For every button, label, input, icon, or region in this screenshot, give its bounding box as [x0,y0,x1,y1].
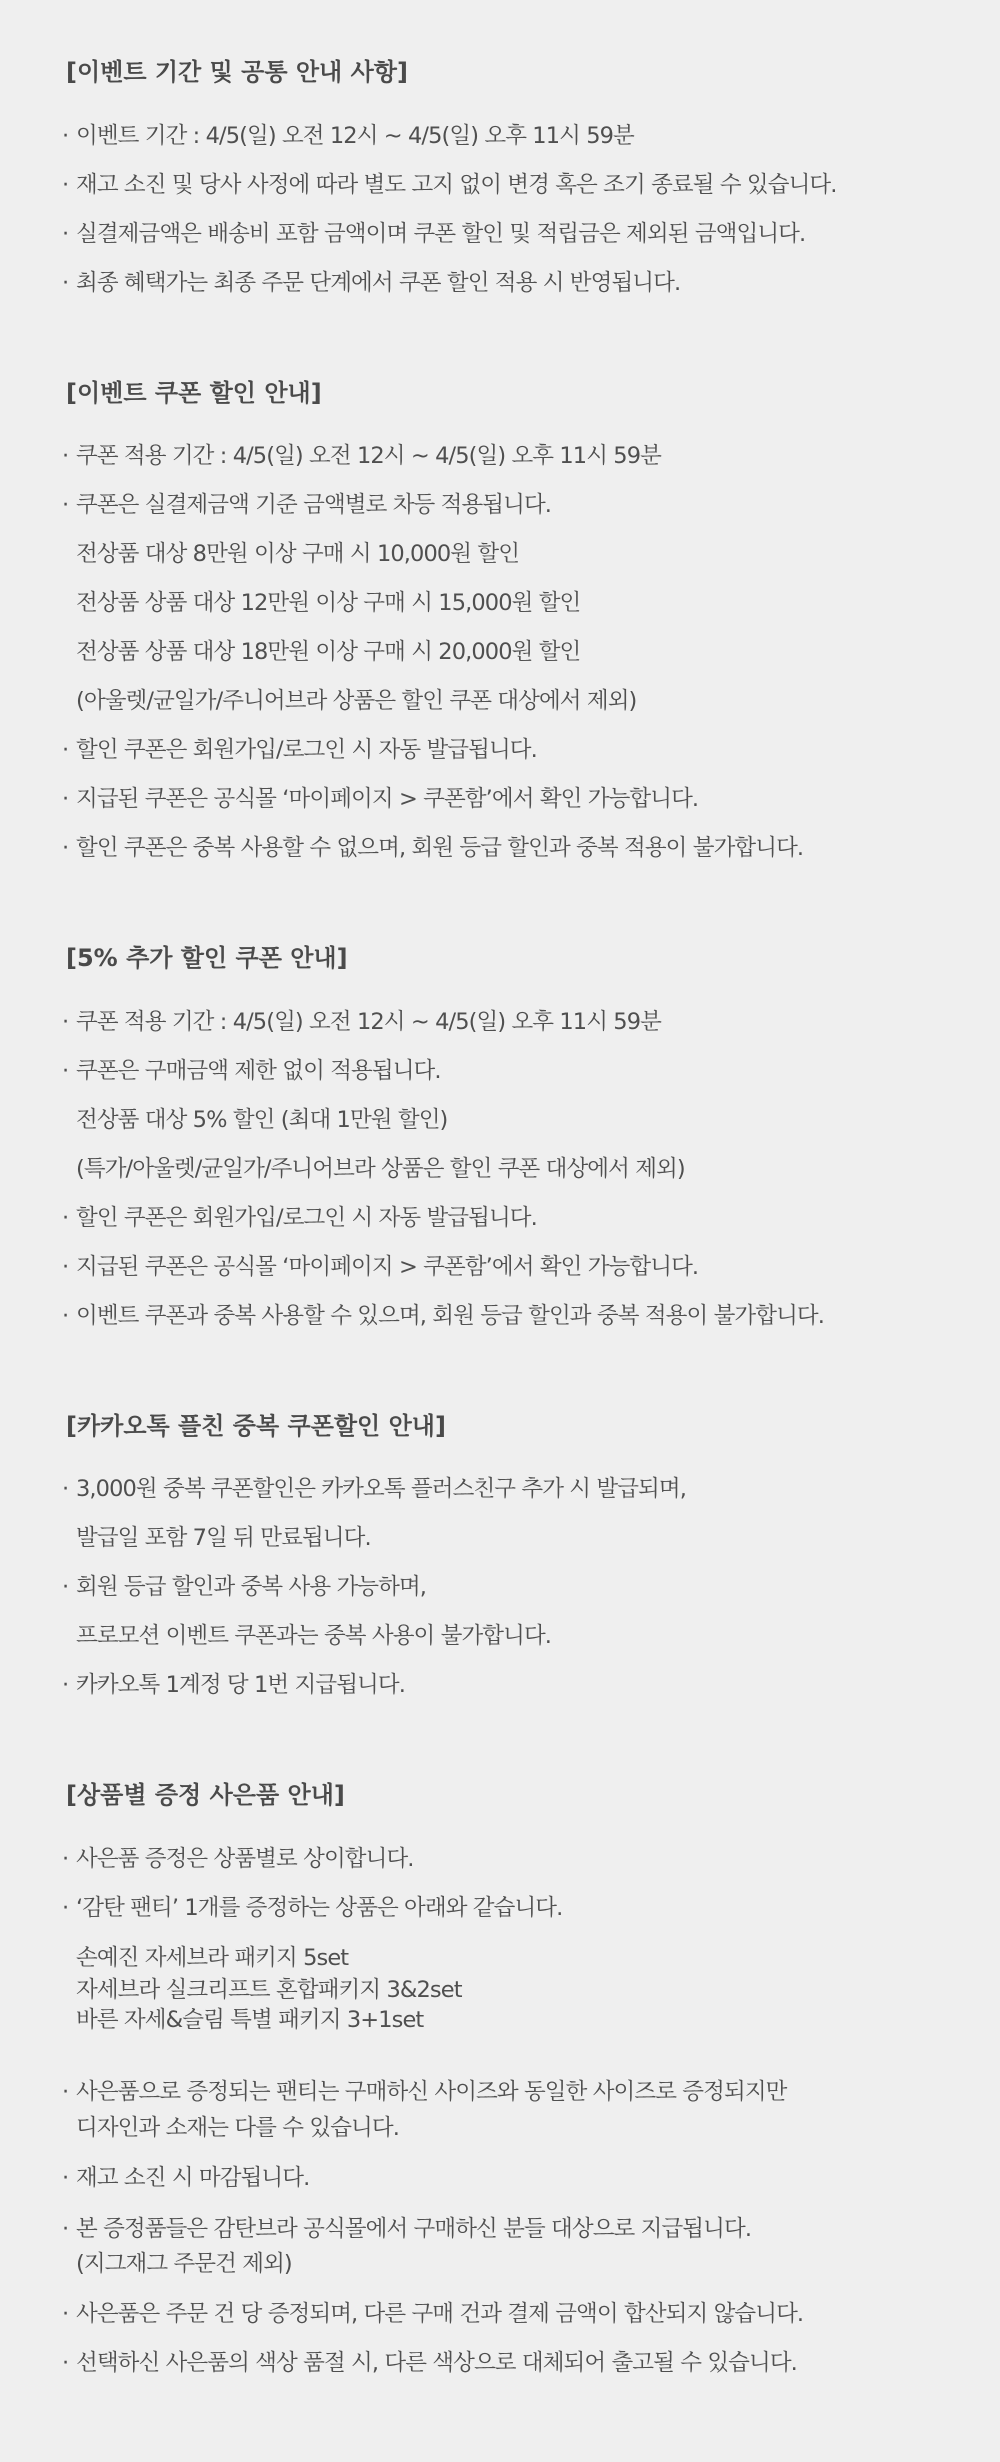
bullet-dot-icon: · [62,835,69,861]
item-text: 손예진 자세브라 패키지 5set [76,1945,349,1971]
item-text: 선택하신 사은품의 색상 품절 시, 다른 색상으로 대체되어 출고될 수 있습니다. [76,2350,797,2376]
bullet-dot-icon: · [62,1254,69,1280]
item-text: 전상품 대상 8만원 이상 구매 시 10,000원 할인 [76,541,520,567]
bullet-dot-icon: · [62,270,69,296]
bullet-dot-icon: · [62,1672,69,1698]
item-text: 지급된 쿠폰은 공식몰 ‘마이페이지 > 쿠폰함’에서 확인 가능합니다. [76,1254,699,1280]
bullet-dot-icon: · [62,172,69,198]
bullet-dot-icon: · [62,221,69,247]
item-text: 카카오톡 1계정 당 1번 지급됩니다. [76,1672,405,1698]
item-text: 전상품 상품 대상 12만원 이상 구매 시 15,000원 할인 [76,590,581,616]
bullet-item [62,1060,441,1083]
bullet-item [62,1478,686,1501]
sub-item [76,543,519,566]
sub-item [76,2009,423,2032]
bullet-dot-icon: · [62,1303,69,1329]
bullet-dot-icon: · [62,1058,69,1084]
bullet-item [62,2218,751,2241]
bullet-item [62,788,698,811]
bullet-dot-icon: · [62,123,69,149]
bullet-dot-icon: · [62,1574,69,1600]
sub-item [76,641,580,664]
item-text: 디자인과 소재는 다를 수 있습니다. [76,2115,399,2141]
sub-item [76,1947,348,1970]
item-text: 사은품으로 증정되는 팬티는 구매하신 사이즈와 동일한 사이즈로 증정되지만 [76,2079,787,2105]
item-text: 사은품 증정은 상품별로 상이합니다. [76,1846,414,1872]
section-title: [5% 추가 할인 쿠폰 안내] [66,944,348,972]
bullet-dot-icon: · [62,2301,69,2327]
bullet-item [62,1674,405,1697]
item-text: 이벤트 쿠폰과 중복 사용할 수 있으며, 회원 등급 할인과 중복 적용이 불가합니다. [76,1303,824,1329]
bullet-dot-icon: · [62,1205,69,1231]
item-text: 회원 등급 할인과 중복 사용 가능하며, [76,1574,427,1600]
bullet-dot-icon: · [62,492,69,518]
bullet-dot-icon: · [62,737,69,763]
item-text: 전상품 대상 5% 할인 (최대 1만원 할인) [76,1107,448,1133]
bullet-item [62,1011,661,1034]
item-text: 쿠폰은 실결제금액 기준 금액별로 차등 적용됩니다. [76,492,552,518]
bullet-dot-icon: · [62,1846,69,1872]
bullet-item [62,2167,309,2190]
bullet-dot-icon: · [62,1895,69,1921]
bullet-item [62,2303,803,2326]
bullet-dot-icon: · [62,443,69,469]
bullet-dot-icon: · [62,2350,69,2376]
bullet-dot-icon: · [62,1009,69,1035]
item-text: 재고 소진 및 당사 사정에 따라 별도 고지 없이 변경 혹은 조기 종료될 수 있습니다. [76,172,837,198]
item-text: ‘감탄 팬티’ 1개를 증정하는 상품은 아래와 같습니다. [76,1895,563,1921]
bullet-item [62,445,661,468]
item-text: 사은품은 주문 건 당 증정되며, 다른 구매 건과 결제 금액이 합산되지 않습니다. [76,2301,804,2327]
sub-item [76,1158,685,1181]
item-text: 본 증정품들은 감탄브라 공식몰에서 구매하신 분들 대상으로 지급됩니다. [76,2216,752,2242]
item-text: (지그재그 주문건 제외) [76,2251,292,2277]
item-text: 이벤트 기간 : 4/5(일) 오전 12시 ~ 4/5(일) 오후 11시 59분 [76,123,634,149]
sub-item [76,1109,447,1132]
item-text: 발급일 포함 7일 뒤 만료됩니다. [76,1525,371,1551]
bullet-item [62,2081,787,2104]
item-text: 최종 혜택가는 최종 주문 단계에서 쿠폰 할인 적용 시 반영됩니다. [76,270,681,296]
bullet-dot-icon: · [62,1476,69,1502]
item-text: 할인 쿠폰은 회원가입/로그인 시 자동 발급됩니다. [76,1205,537,1231]
bullet-item [62,837,803,860]
item-text: 쿠폰 적용 기간 : 4/5(일) 오전 12시 ~ 4/5(일) 오후 11시 59분 [76,1009,661,1035]
bullet-dot-icon: · [62,2165,69,2191]
sub-item [76,690,636,713]
bullet-dot-icon: · [62,2079,69,2105]
bullet-item [62,125,634,148]
item-text: 쿠폰 적용 기간 : 4/5(일) 오전 12시 ~ 4/5(일) 오후 11시 59분 [76,443,661,469]
item-text: 할인 쿠폰은 중복 사용할 수 없으며, 회원 등급 할인과 중복 적용이 불가합니다. [76,835,804,861]
bullet-dot-icon: · [62,2216,69,2242]
bullet-item [62,1897,562,1920]
item-text: 실결제금액은 배송비 포함 금액이며 쿠폰 할인 및 적립금은 제외된 금액입니다. [76,221,806,247]
item-text: 자세브라 실크리프트 혼합패키지 3&2set [76,1977,462,2003]
sub-item [76,2253,292,2276]
item-text: (아울렛/균일가/주니어브라 상품은 할인 쿠폰 대상에서 제외) [76,688,637,714]
item-text: 프로모션 이벤트 쿠폰과는 중복 사용이 불가합니다. [76,1623,552,1649]
bullet-item [62,174,837,197]
section-title: [이벤트 쿠폰 할인 안내] [66,379,322,407]
bullet-item [62,2352,797,2375]
bullet-item [62,1576,426,1599]
bullet-item [62,272,680,295]
bullet-item [62,223,805,246]
item-text: 할인 쿠폰은 회원가입/로그인 시 자동 발급됩니다. [76,737,537,763]
bullet-dot-icon: · [62,786,69,812]
bullet-item [62,1848,414,1871]
item-text: 3,000원 중복 쿠폰할인은 카카오톡 플러스친구 추가 시 발급되며, [76,1476,686,1502]
bullet-item [62,1305,824,1328]
item-text: 쿠폰은 구매금액 제한 없이 적용됩니다. [76,1058,441,1084]
sub-item [76,1527,371,1550]
section-title: [카카오톡 플친 중복 쿠폰할인 안내] [66,1412,446,1440]
bullet-item [62,494,551,517]
item-text: 바른 자세&슬림 특별 패키지 3+1set [76,2007,424,2033]
section-title: [이벤트 기간 및 공통 안내 사항] [66,58,408,86]
section-title: [상품별 증정 사은품 안내] [66,1781,345,1809]
item-text: (특가/아울렛/균일가/주니어브라 상품은 할인 쿠폰 대상에서 제외) [76,1156,685,1182]
bullet-item [62,1207,537,1230]
item-text: 지급된 쿠폰은 공식몰 ‘마이페이지 > 쿠폰함’에서 확인 가능합니다. [76,786,699,812]
sub-item [76,1979,462,2002]
sub-item [76,2117,399,2140]
sub-item [76,1625,551,1648]
item-text: 재고 소진 시 마감됩니다. [76,2165,310,2191]
bullet-item [62,1256,698,1279]
sub-item [76,592,580,615]
item-text: 전상품 상품 대상 18만원 이상 구매 시 20,000원 할인 [76,639,581,665]
bullet-item [62,739,537,762]
